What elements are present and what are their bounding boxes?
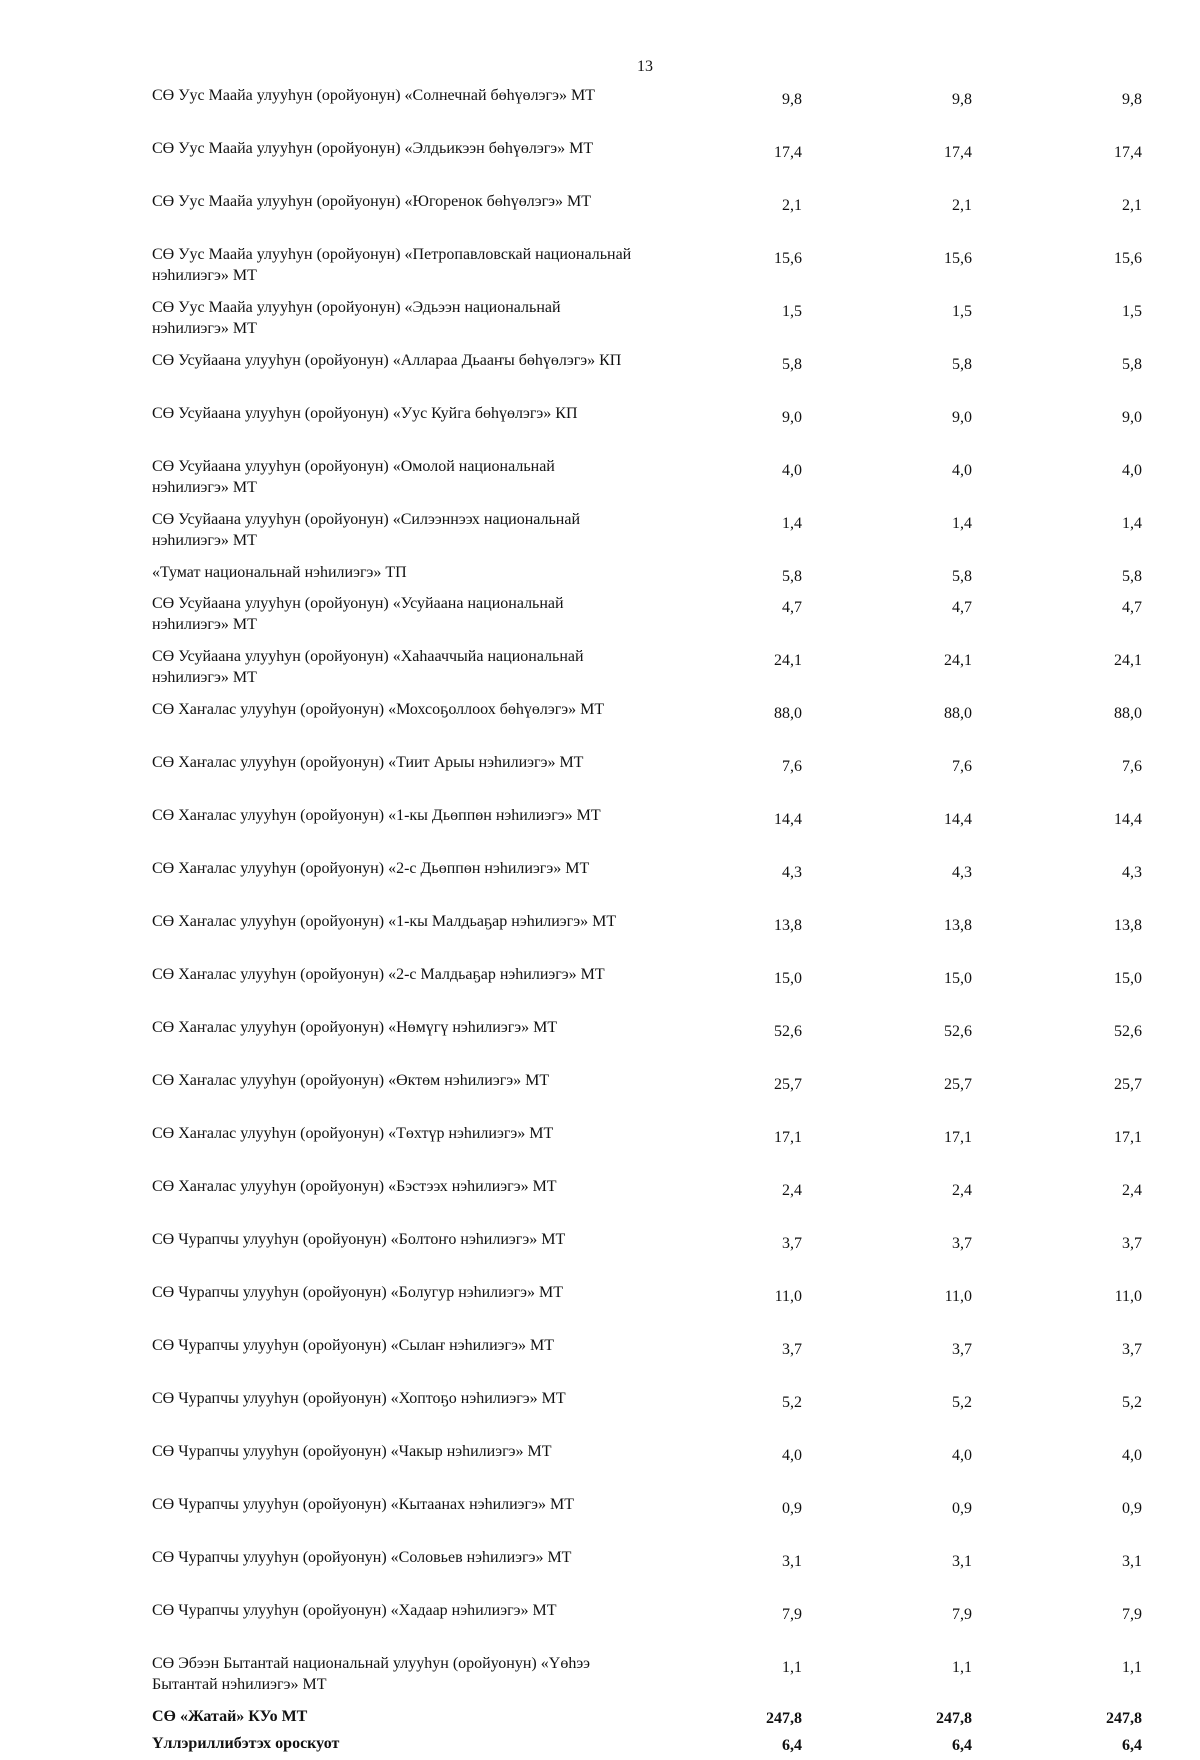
row-name: СӨ Усуйаана улууһун (оройуонун) «Аллараа Дьааҥы бөһүөлэгэ» КП [152, 352, 622, 369]
value-col-3: 52,6 [1114, 1023, 1142, 1040]
row-name: СӨ Усуйаана улууһун (оройуонун) «Усуйаана национальнай нэһилиэгэ» МТ [152, 595, 564, 633]
table-row [152, 1229, 1142, 1282]
value-col-2: 5,8 [952, 356, 972, 373]
table-row [152, 1388, 1142, 1441]
value-col-1: 17,1 [774, 1129, 802, 1146]
value-col-3: 15,0 [1114, 970, 1142, 987]
page-number: 13 [637, 58, 653, 75]
budget-table [152, 85, 1142, 1760]
value-col-3: 9,0 [1122, 409, 1142, 426]
value-col-1: 3,1 [782, 1553, 802, 1570]
value-col-3: 4,7 [1122, 599, 1142, 616]
table-row [152, 911, 1142, 964]
table-row [152, 1494, 1142, 1547]
row-name: СӨ Чурапчы улууһун (оройуонун) «Хоптоҕо нэһилиэгэ» МТ [152, 1390, 566, 1407]
row-name: СӨ Уус Маайа улууһун (оройуонун) «Солнечнай бөһүөлэгэ» МТ [152, 87, 595, 104]
value-col-2: 88,0 [944, 705, 972, 722]
value-col-3: 1,1 [1122, 1659, 1142, 1676]
value-col-1: 5,8 [782, 568, 802, 585]
value-col-2: 15,0 [944, 970, 972, 987]
value-col-2: 17,1 [944, 1129, 972, 1146]
value-col-1: 15,0 [774, 970, 802, 987]
value-col-2: 15,6 [944, 250, 972, 267]
value-col-1: 1,5 [782, 303, 802, 320]
value-col-1: 1,4 [782, 515, 802, 532]
value-col-3: 14,4 [1114, 811, 1142, 828]
row-name: СӨ Хаҥалас улууһун (оройуонун) «1-кы Дьөппөн нэһилиэгэ» МТ [152, 807, 601, 824]
table-row [152, 593, 1142, 646]
row-name: СӨ Эбээн Бытантай национальнай улууһун (оройуонун) «Үөһээ Бытантай нэһилиэгэ» МТ [152, 1655, 591, 1693]
row-name: СӨ Уус Маайа улууһун (оройуонун) «Югоренок бөһүөлэгэ» МТ [152, 193, 592, 210]
value-col-1: 3,7 [782, 1341, 802, 1358]
table-row [152, 646, 1142, 699]
value-col-2: 4,3 [952, 864, 972, 881]
value-col-2: 2,1 [952, 197, 972, 214]
value-col-3: 2,1 [1122, 197, 1142, 214]
value-col-3: 24,1 [1114, 652, 1142, 669]
row-name: СӨ Хаҥалас улууһун (оройуонун) «Өктөм нэһилиэгэ» МТ [152, 1072, 550, 1089]
value-col-2: 2,4 [952, 1182, 972, 1199]
value-col-1: 4,3 [782, 864, 802, 881]
table-row [152, 858, 1142, 911]
value-col-3: 25,7 [1114, 1076, 1142, 1093]
value-col-1: 5,8 [782, 356, 802, 373]
value-col-2: 17,4 [944, 144, 972, 161]
value-col-2: 7,9 [952, 1606, 972, 1623]
value-col-2: 52,6 [944, 1023, 972, 1040]
value-col-1: 9,0 [782, 409, 802, 426]
row-name: СӨ Хаҥалас улууһун (оройуонун) «2-с Дьөппөн нэһилиэгэ» МТ [152, 860, 590, 877]
row-name: СӨ Чурапчы улууһун (оройуонун) «Сылаҥ нэһилиэгэ» МТ [152, 1337, 554, 1354]
value-col-3: 17,1 [1114, 1129, 1142, 1146]
row-name: СӨ Усуйаана улууһун (оройуонун) «Омолой национальнай нэһилиэгэ» МТ [152, 458, 555, 496]
value-col-1: 2,4 [782, 1182, 802, 1199]
value-col-3: 11,0 [1114, 1288, 1142, 1305]
table-row [152, 244, 1142, 297]
value-col-3: 7,9 [1122, 1606, 1142, 1623]
value-col-2: 4,0 [952, 462, 972, 479]
value-col-2: 13,8 [944, 917, 972, 934]
table-row [152, 1017, 1142, 1070]
value-col-3: 5,8 [1122, 568, 1142, 585]
row-name: СӨ «Жатай» КУо МТ [152, 1708, 308, 1725]
value-col-1: 24,1 [774, 652, 802, 669]
value-col-3: 17,4 [1114, 144, 1142, 161]
value-col-3: 88,0 [1114, 705, 1142, 722]
value-col-3: 15,6 [1114, 250, 1142, 267]
value-col-2: 5,2 [952, 1394, 972, 1411]
row-name: СӨ Чурапчы улууһун (оройуонун) «Болтоҥо нэһилиэгэ» МТ [152, 1231, 566, 1248]
row-name: СӨ Усуйаана улууһун (оройуонун) «Силээннээх национальнай нэһилиэгэ» МТ [152, 511, 581, 549]
value-col-1: 0,9 [782, 1500, 802, 1517]
value-col-3: 6,4 [1122, 1737, 1142, 1754]
value-col-1: 3,7 [782, 1235, 802, 1252]
value-col-3: 1,4 [1122, 515, 1142, 532]
row-name: СӨ Чурапчы улууһун (оройуонун) «Болугур нэһилиэгэ» МТ [152, 1284, 564, 1301]
row-name: СӨ Усуйаана улууһун (оройуонун) «Хаһааччыйа национальнай нэһилиэгэ» МТ [152, 648, 584, 686]
row-name: СӨ Чурапчы улууһун (оройуонун) «Соловьев нэһилиэгэ» МТ [152, 1549, 572, 1566]
value-col-3: 4,0 [1122, 1447, 1142, 1464]
value-col-2: 5,8 [952, 568, 972, 585]
total-row [152, 1733, 1142, 1760]
row-name: СӨ Хаҥалас улууһун (оройуонун) «Нөмүгү нэһилиэгэ» МТ [152, 1019, 558, 1036]
row-name: СӨ Уус Маайа улууһун (оройуонун) «Эдьээн национальнай нэһилиэгэ» МТ [152, 299, 561, 337]
value-col-2: 1,1 [952, 1659, 972, 1676]
table-row [152, 1441, 1142, 1494]
value-col-1: 17,4 [774, 144, 802, 161]
value-col-1: 1,1 [782, 1659, 802, 1676]
table-row [152, 1335, 1142, 1388]
value-col-3: 2,4 [1122, 1182, 1142, 1199]
value-col-2: 24,1 [944, 652, 972, 669]
value-col-1: 13,8 [774, 917, 802, 934]
value-col-1: 4,0 [782, 462, 802, 479]
value-col-1: 5,2 [782, 1394, 802, 1411]
table-row [152, 85, 1142, 138]
table-row [152, 350, 1142, 403]
value-col-3: 7,6 [1122, 758, 1142, 775]
value-col-3: 0,9 [1122, 1500, 1142, 1517]
value-col-3: 3,7 [1122, 1235, 1142, 1252]
table-row [152, 138, 1142, 191]
row-name: «Тумат национальнай нэһилиэгэ» ТП [152, 564, 407, 581]
table-row [152, 509, 1142, 562]
value-col-1: 52,6 [774, 1023, 802, 1040]
value-col-3: 5,8 [1122, 356, 1142, 373]
row-name: СӨ Хаҥалас улууһун (оройуонун) «1-кы Малдьаҕар нэһилиэгэ» МТ [152, 913, 617, 930]
value-col-2: 6,4 [952, 1737, 972, 1754]
value-col-1: 4,7 [782, 599, 802, 616]
value-col-2: 1,4 [952, 515, 972, 532]
value-col-1: 9,8 [782, 91, 802, 108]
value-col-1: 2,1 [782, 197, 802, 214]
row-name: СӨ Уус Маайа улууһун (оройуонун) «Элдьикээн бөһүөлэгэ» МТ [152, 140, 594, 157]
value-col-1: 15,6 [774, 250, 802, 267]
value-col-3: 1,5 [1122, 303, 1142, 320]
value-col-1: 14,4 [774, 811, 802, 828]
value-col-3: 3,7 [1122, 1341, 1142, 1358]
value-col-2: 11,0 [944, 1288, 972, 1305]
value-col-2: 3,7 [952, 1235, 972, 1252]
row-name: СӨ Хаҥалас улууһун (оройуонун) «Тиит Арыы нэһилиэгэ» МТ [152, 754, 584, 771]
table-body [152, 85, 1142, 1760]
row-name: СӨ Чурапчы улууһун (оройуонун) «Хадаар нэһилиэгэ» МТ [152, 1602, 557, 1619]
table-row [152, 1547, 1142, 1600]
row-name: Үллэриллибэтэх ороскуот [152, 1735, 340, 1752]
value-col-2: 4,0 [952, 1447, 972, 1464]
table-row [152, 297, 1142, 350]
value-col-1: 7,9 [782, 1606, 802, 1623]
table-row [152, 1600, 1142, 1653]
table-row [152, 1123, 1142, 1176]
value-col-3: 5,2 [1122, 1394, 1142, 1411]
value-col-3: 247,8 [1106, 1710, 1142, 1727]
value-col-2: 14,4 [944, 811, 972, 828]
row-name: СӨ Хаҥалас улууһун (оройуонун) «2-с Малдьаҕар нэһилиэгэ» МТ [152, 966, 605, 983]
value-col-2: 9,0 [952, 409, 972, 426]
value-col-1: 25,7 [774, 1076, 802, 1093]
row-name: СӨ Хаҥалас улууһун (оройуонун) «Төхтүр нэһилиэгэ» МТ [152, 1125, 554, 1142]
value-col-2: 3,7 [952, 1341, 972, 1358]
row-name: СӨ Усуйаана улууһун (оройуонун) «Уус Куйга бөһүөлэгэ» КП [152, 405, 578, 422]
value-col-1: 6,4 [782, 1737, 802, 1754]
total-row [152, 1706, 1142, 1733]
table-row [152, 752, 1142, 805]
value-col-2: 1,5 [952, 303, 972, 320]
table-row [152, 191, 1142, 244]
row-name: СӨ Хаҥалас улууһун (оройуонун) «Мохсоҕоллоох бөһүөлэгэ» МТ [152, 701, 605, 718]
row-name: СӨ Уус Маайа улууһун (оройуонун) «Петропавловскай национальнай нэһилиэгэ» МТ [152, 246, 632, 284]
value-col-3: 9,8 [1122, 91, 1142, 108]
row-name: СӨ Хаҥалас улууһун (оройуонун) «Бэстээх нэһилиэгэ» МТ [152, 1178, 557, 1195]
row-name: СӨ Чурапчы улууһун (оройуонун) «Кытаанах нэһилиэгэ» МТ [152, 1496, 574, 1513]
table-row [152, 964, 1142, 1017]
table-row [152, 456, 1142, 509]
table-row [152, 1653, 1142, 1706]
value-col-2: 3,1 [952, 1553, 972, 1570]
value-col-1: 247,8 [766, 1710, 802, 1727]
value-col-2: 247,8 [936, 1710, 972, 1727]
table-row [152, 699, 1142, 752]
value-col-3: 3,1 [1122, 1553, 1142, 1570]
value-col-2: 25,7 [944, 1076, 972, 1093]
table-row [152, 562, 1142, 593]
value-col-1: 88,0 [774, 705, 802, 722]
table-row [152, 1176, 1142, 1229]
value-col-1: 7,6 [782, 758, 802, 775]
value-col-3: 13,8 [1114, 917, 1142, 934]
value-col-3: 4,3 [1122, 864, 1142, 881]
value-col-2: 4,7 [952, 599, 972, 616]
table-row [152, 403, 1142, 456]
row-name: СӨ Чурапчы улууһун (оройуонун) «Чакыр нэһилиэгэ» МТ [152, 1443, 552, 1460]
value-col-1: 4,0 [782, 1447, 802, 1464]
value-col-2: 7,6 [952, 758, 972, 775]
table-row [152, 1282, 1142, 1335]
value-col-2: 9,8 [952, 91, 972, 108]
value-col-2: 0,9 [952, 1500, 972, 1517]
table-row [152, 1070, 1142, 1123]
value-col-3: 4,0 [1122, 462, 1142, 479]
value-col-1: 11,0 [774, 1288, 802, 1305]
table-row [152, 805, 1142, 858]
